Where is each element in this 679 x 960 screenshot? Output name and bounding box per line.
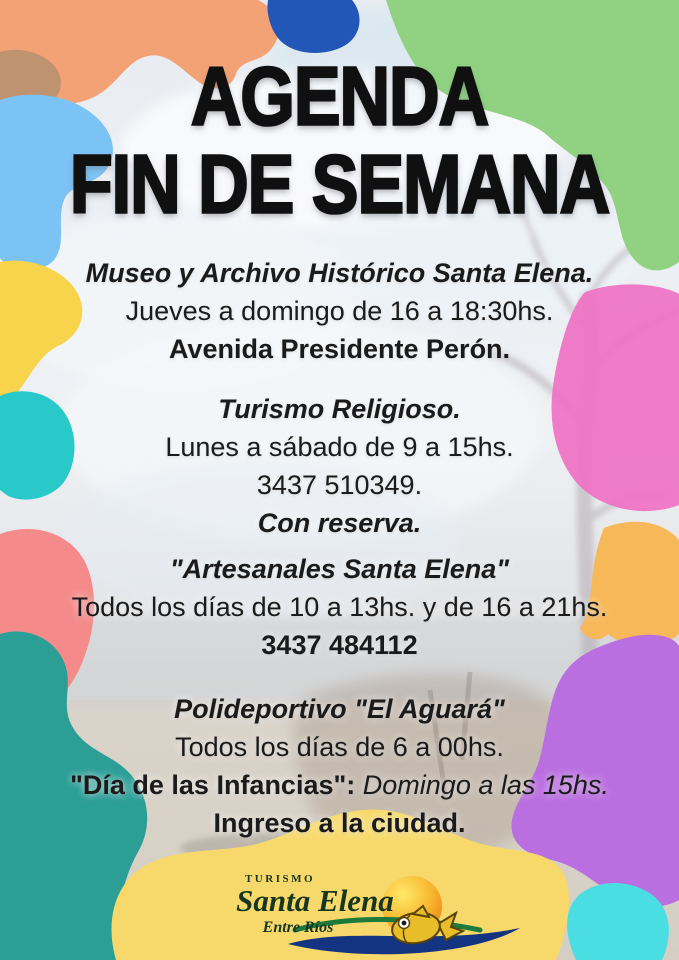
logo-entre-rios-text: Entre Ríos (262, 919, 334, 936)
section-polideportivo (0, 690, 679, 842)
section-turismo-religioso (0, 390, 679, 542)
museo-address: Avenida Presidente Perón. (168, 334, 511, 364)
museo-heading: Museo y Archivo Histórico Santa Elena. (85, 258, 594, 288)
section-artesanales (0, 550, 679, 664)
turismo-schedule: Lunes a sábado de 9 a 15hs. (165, 432, 514, 462)
ingreso-line: Ingreso a la ciudad. (213, 808, 466, 838)
tourism-logo (232, 866, 522, 960)
title-line-2: FIN DE SEMANA (69, 137, 610, 231)
dia-infancias-label: "Día de las Infancias": (70, 770, 356, 800)
polideportivo-heading: Polideportivo "El Aguará" (174, 694, 505, 724)
artesanales-heading: "Artesanales Santa Elena" (169, 554, 510, 584)
section-museo (0, 254, 679, 368)
polideportivo-schedule: Todos los días de 6 a 00hs. (175, 732, 504, 762)
turismo-heading: Turismo Religioso. (218, 394, 461, 424)
dia-infancias-time: Domingo a las 15hs. (355, 770, 609, 800)
dia-infancias-line (0, 766, 679, 804)
poster-title (0, 0, 679, 231)
museo-schedule: Jueves a domingo de 16 a 18:30hs. (125, 296, 554, 326)
artesanales-phone: 3437 484112 (261, 630, 418, 660)
logo-santa-elena-text: Santa Elena (236, 883, 394, 918)
title-line-1: AGENDA (190, 49, 489, 143)
turismo-reservation-note: Con reserva. (257, 508, 422, 538)
turismo-phone: 3437 510349. (256, 470, 423, 500)
logo-turismo-text: TURISMO (244, 873, 316, 885)
artesanales-schedule: Todos los días de 10 a 13hs. y de 16 a 21hs. (71, 592, 608, 622)
